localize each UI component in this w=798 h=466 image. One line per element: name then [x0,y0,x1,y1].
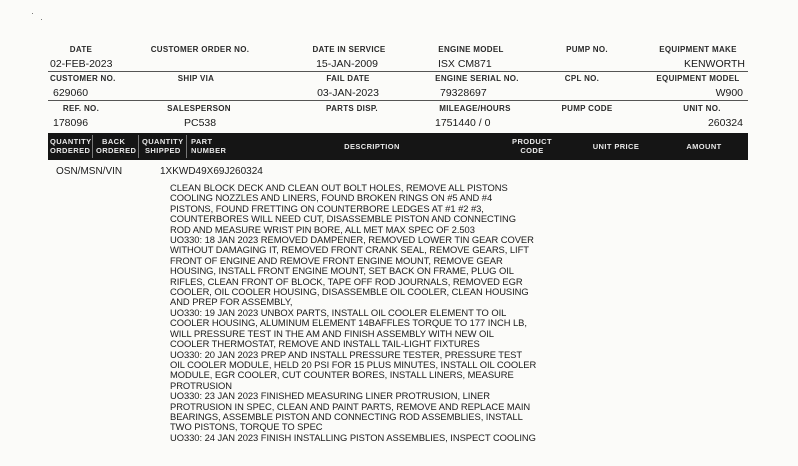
mileage-label: MILEAGE/HOURS [439,104,511,113]
description-line: CLEAN BLOCK DECK AND CLEAN OUT BOLT HOLES, REMOVE ALL PISTONS [170,182,508,193]
vin-label: OSN/MSN/VIN [56,166,123,177]
description-line: PROTRUSION IN SPEC, CLEAN AND PAINT PARTS, REMOVE AND REPLACE MAIN [170,400,531,412]
col-qty-ordered-line1: QUANTITY [50,137,92,146]
date-in-service-value: 15-JAN-2009 [316,58,378,70]
description-line: UO330: 24 JAN 2023 FINISH INSTALLING PISTON ASSEMBLIES, INSPECT COOLING [170,431,536,443]
col-part-number [191,137,226,155]
col-divider [138,135,139,158]
description-line: PROTRUSION [170,379,233,391]
equipment-model-label: EQUIPMENT MODEL [656,74,740,83]
customer-order-label: CUSTOMER ORDER NO. [150,45,250,54]
description-line: AND PREP FOR ASSEMBLY, [170,296,293,308]
date-in-service-label: DATE IN SERVICE [312,45,386,54]
description-line: UO330: 19 JAN 2023 UNBOX PARTS, INSTALL OIL COOLER ELEMENT TO OIL [170,306,507,318]
col-description: DESCRIPTION [344,142,400,151]
description-line: COOLER THERMOSTAT, REMOVE AND INSTALL TAIL-LIGHT FIXTURES [170,338,480,350]
vin-value: 1XKWD49X69J260324 [160,166,263,177]
column-header-bar [48,133,748,160]
equipment-make-label: EQUIPMENT MAKE [659,45,737,54]
fail-date-label: FAIL DATE [326,74,370,83]
description-line: ROD AND MEASURE WRIST PIN BORE, ALL MET MAX SPEC OF 2.503 [170,223,475,235]
ship-via-label: SHIP VIA [177,74,215,83]
col-product-code [512,137,552,155]
description-line: COOLER HOUSING, ALUMINUM ELEMENT 14BAFFLES TORQUE TO 177 INCH LB, [170,317,527,329]
description-line: UO330: 20 JAN 2023 PREP AND INSTALL PRESSURE TESTER, PRESSURE TEST [170,348,523,360]
pump-no-label: PUMP NO. [566,45,608,54]
col-part-number-line2: NUMBER [191,146,227,155]
fail-date-value: 03-JAN-2023 [317,87,379,99]
date-label: DATE [69,45,93,54]
ref-no-label: REF. NO. [62,104,100,113]
col-back-ordered-line1: BACK [102,137,126,146]
col-qty-shipped [142,137,184,155]
parts-disp-label: PARTS DISP. [326,104,378,113]
description-line: HOUSING, INSTALL FRONT ENGINE MOUNT, SET BACK ON FRAME, PLUG OIL [170,265,514,277]
col-qty-shipped-line1: QUANTITY [142,137,184,146]
col-divider [92,135,93,158]
cpl-no-label: CPL NO. [564,74,600,83]
date-value: 02-FEB-2023 [50,58,113,70]
header-rule-1 [48,71,748,72]
engine-model-label: ENGINE MODEL [438,45,504,54]
description-line: RIFLES, CLEAN FRONT OF BLOCK, TAPE OFF ROD JOURNALS, REMOVED EGR [170,275,523,287]
description-line: MODULE, EGR COOLER, CUT COUNTER BORES, INSTALL LINERS, MEASURE [170,369,514,381]
equipment-make-value: KENWORTH [683,58,745,70]
col-qty-ordered-line2: ORDERED [50,146,91,155]
col-qty-ordered [50,137,92,155]
unit-no-value: 260324 [707,117,743,129]
description-line: PISTONS, FOUND FRETTING ON COUNTERBORE LEDGES AT #1 #2 #3, [170,202,484,214]
col-part-number-line1: PART [191,137,213,146]
mileage-value: 1751440 / 0 [435,117,491,129]
unit-no-label: UNIT NO. [683,104,721,113]
description-line: FRONT OF ENGINE AND REMOVE FRONT ENGINE MOUNT, REMOVE GEAR [170,254,503,266]
description-line: TWO PISTONS, TORQUE TO SPEC [170,421,323,433]
col-amount: AMOUNT [686,142,722,151]
engine-model-value: ISX CM871 [438,58,492,70]
work-description [170,183,570,443]
ref-no-value: 178096 [53,117,89,129]
salesperson-value: PC538 [184,117,217,129]
description-line: COOLING NOZZLES AND LINERS, FOUND BROKEN RINGS ON #5 AND #4 [170,192,493,204]
equipment-model-value: W900 [715,87,743,99]
description-line: WILL PRESSURE TEST IN THE AM AND FINISH ASSEMBLY WITH NEW OIL [170,327,494,339]
description-line: UO330: 18 JAN 2023 REMOVED DAMPENER, REMOVED LOWER TIN GEAR COVER [170,234,534,246]
col-product-code-line2: CODE [520,146,544,155]
description-line: COOLER, OIL COOLER HOUSING, DISASSEMBLE OIL COOLER, CLEAN HOUSING [170,286,529,298]
col-qty-shipped-line2: SHIPPED [145,146,181,155]
col-divider [186,135,187,158]
scan-speck: · [40,14,43,24]
header-rule-2 [48,100,748,101]
customer-no-value: 629060 [53,87,89,99]
description-line: COUNTERBORES WILL NEED CUT, DISASSEMBLE PISTON AND CONNECTING [170,213,516,225]
scan-speck: · [31,8,34,18]
col-unit-price: UNIT PRICE [592,142,640,151]
customer-no-label: CUSTOMER NO. [50,74,116,83]
description-line: UO330: 23 JAN 2023 FINISHED MEASURING LINER PROTRUSION, LINER [170,390,490,402]
description-line: WITHOUT DAMAGING IT, REMOVED FRONT CRANK SEAL, REMOVE GEARS, LIFT [170,244,529,256]
col-product-code-line1: PRODUCT [512,137,552,146]
pump-code-label: PUMP CODE [561,104,613,113]
col-back-ordered [96,137,136,155]
engine-serial-value: 79328697 [440,87,487,99]
description-line: BEARINGS, ASSEMBLE PISTON AND CONNECTING ROD ASSEMBLIES, INSTALL [170,410,523,422]
salesperson-label: SALESPERSON [167,104,231,113]
description-line: OIL COOLER MODULE, HELD 20 PSI FOR 15 PLUS MINUTES, INSTALL OIL COOLER [170,358,537,370]
engine-serial-label: ENGINE SERIAL NO. [435,74,519,83]
col-back-ordered-line2: ORDERED [96,146,137,155]
